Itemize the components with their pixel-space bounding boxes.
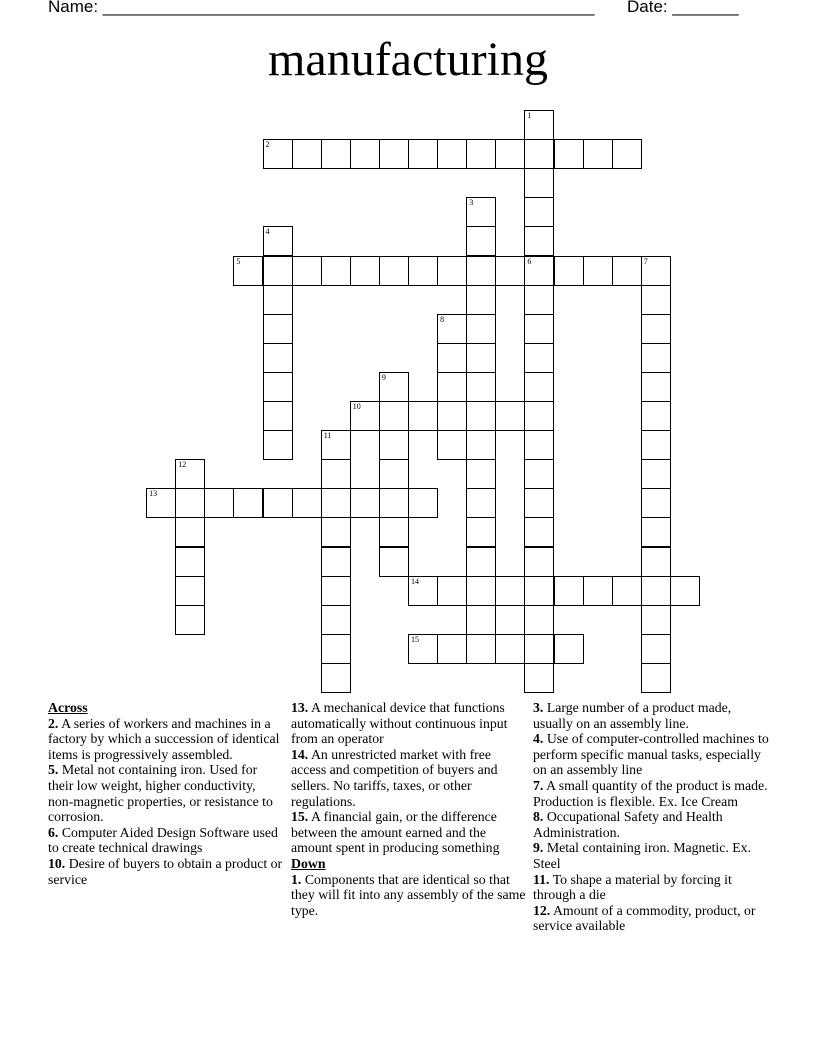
clue-item-number: 13. xyxy=(291,700,309,715)
clue-item xyxy=(533,731,769,778)
grid-cell[interactable] xyxy=(495,401,525,431)
clue-item xyxy=(533,809,769,840)
grid-cell[interactable] xyxy=(524,139,554,169)
grid-cell[interactable] xyxy=(554,139,584,169)
clue-number: 12 xyxy=(178,460,187,470)
puzzle-title: manufacturing xyxy=(268,33,548,86)
grid-cell[interactable] xyxy=(641,605,671,635)
grid-cell[interactable] xyxy=(350,256,380,286)
clue-number: 9 xyxy=(381,372,386,382)
grid-cell[interactable] xyxy=(437,576,467,606)
grid-cell[interactable] xyxy=(263,139,293,169)
grid-cell[interactable] xyxy=(466,285,496,315)
grid-cell[interactable] xyxy=(263,488,293,518)
grid-cell[interactable] xyxy=(437,634,467,664)
clue-item xyxy=(291,700,527,747)
grid-cell[interactable] xyxy=(146,488,176,518)
grid-cell[interactable] xyxy=(321,605,351,635)
grid-cell[interactable] xyxy=(524,372,554,402)
clue-item xyxy=(291,809,527,856)
grid-cell[interactable] xyxy=(641,634,671,664)
clue-item-text: Use of computer-controlled machines to perform specific manual tasks, especially on an assembly line xyxy=(533,731,769,778)
clue-item-text: Metal not containing iron. Used for their low weight, higher conductivity, non-magnetic properties, or resistance to corrosion. xyxy=(48,762,273,825)
grid-cell[interactable] xyxy=(379,488,409,518)
clue-number: 8 xyxy=(440,314,445,324)
clue-number: 11 xyxy=(323,431,332,441)
clue-item-text: Occupational Safety and Health Administration. xyxy=(533,809,723,840)
clue-number: 4 xyxy=(265,227,270,237)
grid-cell[interactable] xyxy=(466,517,496,547)
clue-item-text: Computer Aided Design Software used to create technical drawings xyxy=(48,824,278,856)
grid-cell[interactable] xyxy=(437,256,467,286)
grid-cell[interactable] xyxy=(524,517,554,547)
grid-cell[interactable] xyxy=(408,576,438,606)
grid-cell[interactable] xyxy=(641,488,671,518)
grid-cell[interactable] xyxy=(379,401,409,431)
clue-item xyxy=(48,716,284,763)
clue-item-number: 14. xyxy=(291,746,309,762)
grid-cell[interactable] xyxy=(321,430,351,460)
grid-cell[interactable] xyxy=(583,576,613,606)
clue-number: 5 xyxy=(236,256,241,266)
grid-cell[interactable] xyxy=(263,226,293,256)
grid-cell[interactable] xyxy=(437,430,467,460)
clue-item xyxy=(48,825,284,856)
grid-cell[interactable] xyxy=(408,139,438,169)
grid-cell[interactable] xyxy=(175,459,205,489)
clue-item-text: A financial gain, or the difference between the amount earned and the amount spent in producing something xyxy=(291,809,500,856)
grid-cell[interactable] xyxy=(495,256,525,286)
clue-item-text: Metal containing iron. Magnetic. Ex. Steel xyxy=(533,840,752,871)
grid-cell[interactable] xyxy=(524,197,554,227)
clue-number: 10 xyxy=(352,402,361,411)
grid-cell[interactable] xyxy=(524,256,554,286)
grid-cell[interactable] xyxy=(379,547,409,577)
grid-cell[interactable] xyxy=(321,459,351,489)
grid-cell[interactable] xyxy=(263,285,293,315)
grid-cell[interactable] xyxy=(233,488,263,518)
grid-cell[interactable] xyxy=(466,314,496,344)
clue-item-number: 9. xyxy=(533,840,544,856)
date-field-label: Date: _______ xyxy=(627,0,739,16)
grid-cell[interactable] xyxy=(175,576,205,606)
clue-item xyxy=(533,778,769,809)
grid-cell[interactable] xyxy=(641,343,671,373)
grid-cell[interactable] xyxy=(321,576,351,606)
grid-cell[interactable] xyxy=(466,401,496,431)
clue-item-number: 7. xyxy=(533,777,544,793)
clue-item-number: 2. xyxy=(48,715,59,731)
grid-cell[interactable] xyxy=(524,285,554,315)
clue-item xyxy=(48,762,284,824)
grid-cell[interactable] xyxy=(524,605,554,635)
grid-cell[interactable] xyxy=(379,517,409,547)
grid-cell[interactable] xyxy=(466,372,496,402)
grid-cell[interactable] xyxy=(466,547,496,577)
grid-cell[interactable] xyxy=(233,256,263,286)
clue-item-number: 4. xyxy=(533,731,544,747)
grid-cell[interactable] xyxy=(321,256,351,286)
clue-item-text: Components that are identical so that they will fit into any assembly of the same type. xyxy=(291,871,526,918)
grid-cell[interactable] xyxy=(524,226,554,256)
grid-cell[interactable] xyxy=(437,139,467,169)
clue-item-number: 3. xyxy=(533,700,544,715)
grid-cell[interactable] xyxy=(379,430,409,460)
grid-cell[interactable] xyxy=(292,139,322,169)
clue-item-number: 11. xyxy=(533,871,550,887)
grid-cell[interactable] xyxy=(641,314,671,344)
grid-cell[interactable] xyxy=(466,459,496,489)
grid-cell[interactable] xyxy=(641,372,671,402)
grid-cell[interactable] xyxy=(263,343,293,373)
clue-item xyxy=(48,856,284,887)
grid-cell[interactable] xyxy=(466,197,496,227)
clue-item xyxy=(533,872,769,903)
grid-cell[interactable] xyxy=(292,256,322,286)
grid-cell[interactable] xyxy=(524,401,554,431)
grid-cell[interactable] xyxy=(524,314,554,344)
grid-cell[interactable] xyxy=(641,401,671,431)
clue-item-number: 5. xyxy=(48,762,59,778)
clue-item-number: 8. xyxy=(533,809,544,825)
grid-cell[interactable] xyxy=(641,459,671,489)
grid-cell[interactable] xyxy=(263,314,293,344)
grid-cell[interactable] xyxy=(263,401,293,431)
grid-cell[interactable] xyxy=(583,139,613,169)
grid-cell[interactable] xyxy=(641,663,671,693)
grid-cell[interactable] xyxy=(408,634,438,664)
grid-cell[interactable] xyxy=(175,517,205,547)
grid-cell[interactable] xyxy=(641,576,671,606)
grid-cell[interactable] xyxy=(466,634,496,664)
grid-cell[interactable] xyxy=(321,634,351,664)
grid-cell[interactable] xyxy=(379,459,409,489)
grid-cell[interactable] xyxy=(437,314,467,344)
grid-cell[interactable] xyxy=(321,517,351,547)
grid-cell[interactable] xyxy=(350,401,380,431)
grid-cell[interactable] xyxy=(175,488,205,518)
grid-cell[interactable] xyxy=(583,256,613,286)
grid-cell[interactable] xyxy=(554,576,584,606)
clue-item xyxy=(291,747,527,809)
grid-cell[interactable] xyxy=(263,256,293,286)
clue-item-number: 6. xyxy=(48,824,59,840)
grid-cell[interactable] xyxy=(641,430,671,460)
clue-number: 1 xyxy=(527,111,532,120)
clue-number: 15 xyxy=(411,634,419,644)
clue-item-text: Desire of buyers to obtain a product or service xyxy=(48,855,283,887)
grid-cell[interactable] xyxy=(524,576,554,606)
clue-section-heading: Down xyxy=(291,855,326,871)
grid-cell[interactable] xyxy=(466,256,496,286)
clues-column-1 xyxy=(48,700,284,887)
grid-cell[interactable] xyxy=(612,256,642,286)
grid-cell[interactable] xyxy=(321,547,351,577)
clue-item-number: 12. xyxy=(533,902,551,918)
grid-cell[interactable] xyxy=(641,517,671,547)
grid-cell[interactable] xyxy=(437,401,467,431)
clue-item-text: To shape a material by forcing it through a die xyxy=(533,871,732,903)
grid-cell[interactable] xyxy=(554,634,584,664)
grid-cell[interactable] xyxy=(554,256,584,286)
grid-cell[interactable] xyxy=(466,430,496,460)
clue-item xyxy=(291,872,527,919)
grid-cell[interactable] xyxy=(612,139,642,169)
grid-cell[interactable] xyxy=(175,605,205,635)
clue-item-text: A mechanical device that functions automatically without continuous input from an operator xyxy=(291,700,508,747)
grid-cell[interactable] xyxy=(292,488,322,518)
grid-cell[interactable] xyxy=(350,139,380,169)
clue-item-number: 15. xyxy=(291,809,309,825)
clues-column-2 xyxy=(291,700,527,918)
clue-item xyxy=(533,903,769,934)
grid-cell[interactable] xyxy=(263,430,293,460)
grid-cell[interactable] xyxy=(524,430,554,460)
clue-section-heading: Across xyxy=(48,700,88,715)
grid-cell[interactable] xyxy=(495,139,525,169)
clue-number: 7 xyxy=(643,256,648,266)
grid-cell[interactable] xyxy=(437,343,467,373)
grid-cell[interactable] xyxy=(466,226,496,256)
clue-item xyxy=(533,840,769,871)
grid-cell[interactable] xyxy=(350,488,380,518)
grid-cell[interactable] xyxy=(524,547,554,577)
grid-cell[interactable] xyxy=(524,343,554,373)
grid-cell[interactable] xyxy=(379,139,409,169)
grid-cell[interactable] xyxy=(321,663,351,693)
clue-number: 6 xyxy=(527,256,532,266)
clue-item-text: Amount of a commodity, product, or service available xyxy=(533,902,756,934)
grid-cell[interactable] xyxy=(321,139,351,169)
grid-cell[interactable] xyxy=(204,488,234,518)
clue-item-number: 1. xyxy=(291,871,302,887)
grid-cell[interactable] xyxy=(175,547,205,577)
grid-cell[interactable] xyxy=(524,459,554,489)
grid-cell[interactable] xyxy=(437,372,467,402)
clue-item-text: A series of workers and machines in a factory by which a succession of identical items is progressively assembled. xyxy=(48,715,280,762)
clue-item-text: A small quantity of the product is made. Production is flexible. Ex. Ice Cream xyxy=(533,777,768,809)
clue-number: 14 xyxy=(411,576,419,586)
grid-cell[interactable] xyxy=(524,663,554,693)
clue-item-text: Large number of a product made, usually on an assembly line. xyxy=(533,700,732,731)
grid-cell[interactable] xyxy=(524,488,554,518)
grid-cell[interactable] xyxy=(641,285,671,315)
grid-cell[interactable] xyxy=(408,256,438,286)
grid-cell[interactable] xyxy=(670,576,700,606)
clue-number: 3 xyxy=(469,198,474,208)
grid-cell[interactable] xyxy=(408,488,438,518)
grid-cell[interactable] xyxy=(379,256,409,286)
clue-item-number: 10. xyxy=(48,855,66,871)
grid-cell[interactable] xyxy=(495,576,525,606)
grid-cell[interactable] xyxy=(321,488,351,518)
grid-cell[interactable] xyxy=(495,634,525,664)
grid-cell[interactable] xyxy=(612,576,642,606)
grid-cell[interactable] xyxy=(641,547,671,577)
grid-cell[interactable] xyxy=(379,372,409,402)
clue-item-text: An unrestricted market with free access and competition of buyers and sellers. No tariffs, taxes, or other regulations. xyxy=(291,746,498,809)
grid-cell[interactable] xyxy=(466,576,496,606)
grid-cell[interactable] xyxy=(524,168,554,198)
grid-cell[interactable] xyxy=(466,605,496,635)
clue-number: 13 xyxy=(149,489,158,499)
clue-number: 2 xyxy=(265,140,270,150)
grid-cell[interactable] xyxy=(466,488,496,518)
grid-cell[interactable] xyxy=(524,634,554,664)
grid-cell[interactable] xyxy=(466,139,496,169)
clue-item xyxy=(533,700,769,731)
clues-column-3 xyxy=(533,700,769,934)
grid-cell[interactable] xyxy=(641,256,671,286)
grid-cell[interactable] xyxy=(524,110,554,140)
grid-cell[interactable] xyxy=(466,343,496,373)
name-field-label: Name: ____________________________________________________ xyxy=(48,0,595,16)
grid-cell[interactable] xyxy=(408,401,438,431)
grid-cell[interactable] xyxy=(263,372,293,402)
